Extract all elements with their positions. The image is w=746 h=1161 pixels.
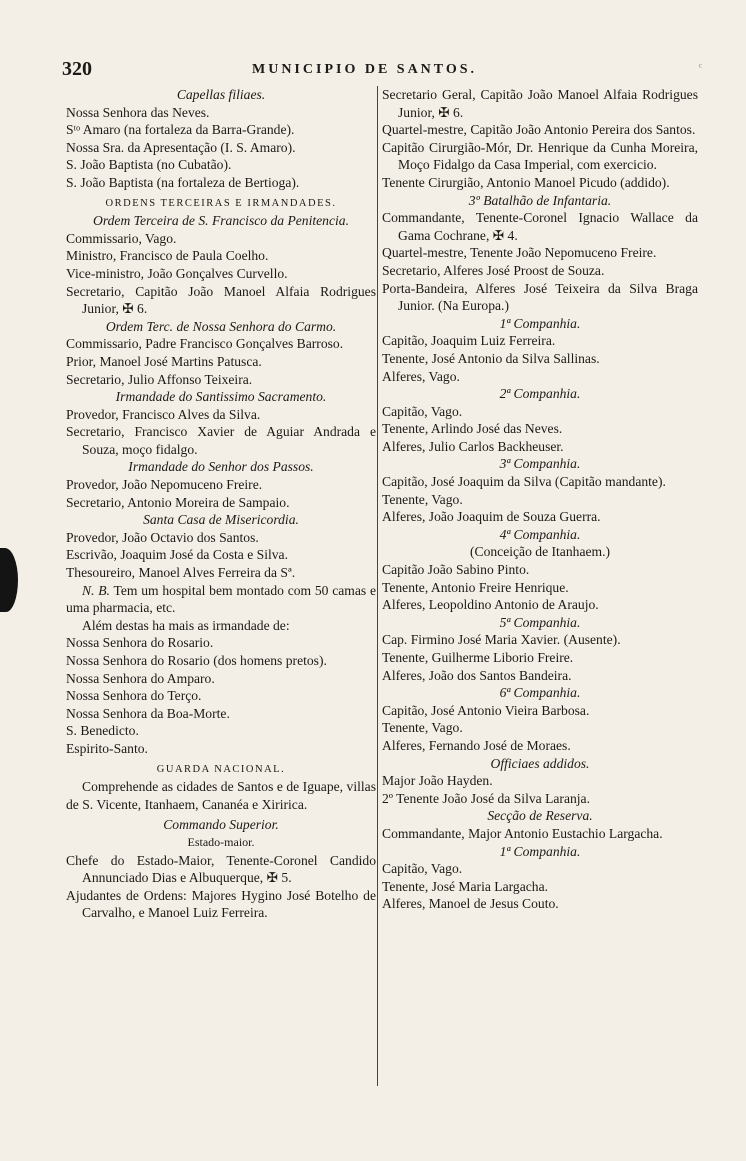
entry: Tenente, Vago. [382,720,463,736]
entry: Alferes, Vago. [382,368,460,384]
section-subheading: (Conceição de Itanhaem.) [469,544,611,560]
entry: Provedor, João Nepomuceno Freire. [66,477,263,493]
book-page [62,52,702,1112]
right-column [382,86,698,913]
entry: Tenente, Arlindo José das Neves. [382,421,563,437]
entry: Secretario, Capitão João Manoel Alfaia Rodrigues Junior, ✠ 6. [66,283,376,317]
section-heading: 1ª Companhia. [499,315,581,331]
entry: Major João Hayden. [382,773,493,789]
paragraph: Comprehende as cidades de Santos e de Iguape, villas de S. Vicente, Itanhaem, Cananéa e Xiririca. [66,779,376,812]
entry: Thesoureiro, Manoel Alves Ferreira da Sª. [66,565,296,581]
entry: Commandante, Major Antonio Eustachio Largacha. [382,825,663,841]
entry: Escrivão, Joaquim José da Costa e Silva. [66,547,288,563]
entry: Commissario, Vago. [66,230,177,246]
section-heading: GUARDA NACIONAL. [156,763,286,775]
entry: S. Benedicto. [66,723,139,739]
entry: Capitão João Sabino Pinto. [382,562,530,578]
section-subheading: Estado-maior. [187,834,255,849]
entry: Secretario, Francisco Xavier de Aguiar Andrada e Souza, moço fidalgo. [66,424,376,457]
entry: Nossa Sra. da Apresentação (I. S. Amaro). [66,139,296,155]
entry: Nossa Senhora das Neves. [66,104,210,120]
section-heading: Irmandade do Senhor dos Passos. [128,459,314,475]
entry: Alferes, Julio Carlos Backheuser. [382,438,564,454]
entry: S. João Baptista (no Cubatão). [66,157,232,173]
page-header [62,52,702,82]
entry: Secretario Geral, Capitão João Manoel Alfaia Rodrigues Junior, ✠ 6. [382,87,698,120]
section-heading: 3ª Companhia. [499,456,581,472]
section-heading: Irmandade do Santissimo Sacramento. [115,389,327,405]
entry: S. João Baptista (na fortaleza de Bertioga). [66,174,300,190]
section-heading: ORDENS TERCEIRAS E IRMANDADES. [105,197,337,209]
nota-bene-text: Tem um hospital bem montado com 50 camas e uma pharmacia, etc. [66,582,376,616]
entry: Nossa Senhora do Terço. [66,688,202,704]
entry: Capitão, Vago. [382,861,463,877]
section-heading: Capellas filiaes. [176,87,266,102]
entry: Capitão, José Joaquim da Silva (Capitão mandante). [382,474,666,490]
entry: Espirito-Santo. [66,740,148,756]
page-number: 320 [62,58,92,80]
entry: 2º Tenente João José da Silva Laranja. [382,790,590,806]
entry: Capitão, José Antonio Vieira Barbosa. [382,702,590,718]
section-heading: Ordem Terc. de Nossa Senhora do Carmo. [105,318,337,334]
section-heading: 2ª Companhia. [499,386,581,402]
section-heading: Secção de Reserva. [487,808,593,824]
entry: Vice-ministro, João Gonçalves Curvello. [66,265,288,281]
corner-mark: ᶜ [698,60,702,74]
entry: Prior, Manoel José Martins Patusca. [66,353,262,369]
entry: Commandante, Tenente-Coronel Ignacio Wallace da Gama Cochrane, ✠ 4. [382,210,698,243]
entry: Ministro, Francisco de Paula Coelho. [66,248,269,264]
entry: Quartel-mestre, Tenente João Nepomuceno Freire. [382,245,657,261]
entry: Provedor, João Octavio dos Santos. [66,529,259,545]
section-heading: 4ª Companhia. [499,526,581,542]
entry: Alferes, Manoel de Jesus Couto. [382,896,559,912]
entry: Tenente, José Maria Largacha. [382,878,548,894]
entry: Nossa Senhora do Amparo. [66,670,215,686]
section-heading: 1ª Companhia. [499,843,581,859]
entry: Chefe do Estado-Maior, Tenente-Coronel Candido Annunciado Dias e Albuquerque, ✠ 5. [66,852,376,886]
entry: Tenente, Antonio Freire Henrique. [382,579,569,595]
entry: Nossa Senhora do Rosario. [66,635,214,651]
entry: Tenente, José Antonio da Silva Sallinas. [382,350,600,366]
ink-blot [0,548,18,612]
entry: Capitão, Vago. [382,403,463,419]
entry: Provedor, Francisco Alves da Silva. [66,406,261,422]
column-divider [377,86,378,1086]
entry: Nossa Senhora do Rosario (dos homens pretos). [66,653,327,668]
entry: Secretario, Julio Affonso Teixeira. [66,371,253,387]
section-heading: 6ª Companhia. [499,685,581,701]
entry: Alferes, Leopoldino Antonio de Araujo. [382,597,599,613]
entry: Ajudantes de Ordens: Majores Hygino José Botelho de Carvalho, e Manoel Luiz Ferreira. [66,887,376,921]
section-heading: Officiaes addidos. [490,755,590,771]
two-column-body [62,86,702,1106]
section-heading: Santa Casa de Misericordia. [143,512,299,528]
entry: Porta-Bandeira, Alferes José Teixeira da Silva Braga Junior. (Na Europa.) [382,280,698,314]
entry: Sᵗᵒ Amaro (na fortaleza da Barra-Grande). [66,122,295,138]
entry: Commissario, Padre Francisco Gonçalves Barroso. [66,336,344,352]
nota-bene [66,582,376,617]
entry: Cap. Firmino José Maria Xavier. (Ausente). [382,632,621,648]
entry: Secretario, Alferes José Proost de Souza. [382,262,605,278]
section-heading: 3º Batalhão de Infantaria. [468,192,612,208]
entry: Além destas ha mais as irmandade de: [82,617,290,633]
entry: Capitão, Joaquim Luiz Ferreira. [382,333,556,349]
running-title: MUNICIPIO DE SANTOS. [252,62,478,77]
entry: Secretario, Antonio Moreira de Sampaio. [66,494,290,510]
entry: Alferes, Fernando José de Moraes. [382,737,571,753]
left-column [66,86,376,922]
entry: Capitão Cirurgião-Mór, Dr. Henrique da Cunha Moreira, Moço Fidalgo da Casa Imperial, com exercicio. [382,139,698,173]
entry: Quartel-mestre, Capitão João Antonio Pereira dos Santos. [382,122,696,138]
section-heading: 5ª Companhia. [499,614,581,630]
entry: Tenente, Guilherme Liborio Freire. [382,650,574,665]
section-heading: Commando Superior. [163,817,279,833]
entry: Alferes, João Joaquim de Souza Guerra. [382,509,601,525]
section-heading: Ordem Terceira de S. Francisco da Penitencia. [93,213,349,229]
entry: Nossa Senhora da Boa-Morte. [66,705,230,721]
entry: Tenente Cirurgião, Antonio Manoel Picudo (addido). [382,174,670,190]
entry: Tenente, Vago. [382,491,463,507]
nota-bene-label: N. B. [82,582,110,598]
entry: Alferes, João dos Santos Bandeira. [382,667,572,683]
